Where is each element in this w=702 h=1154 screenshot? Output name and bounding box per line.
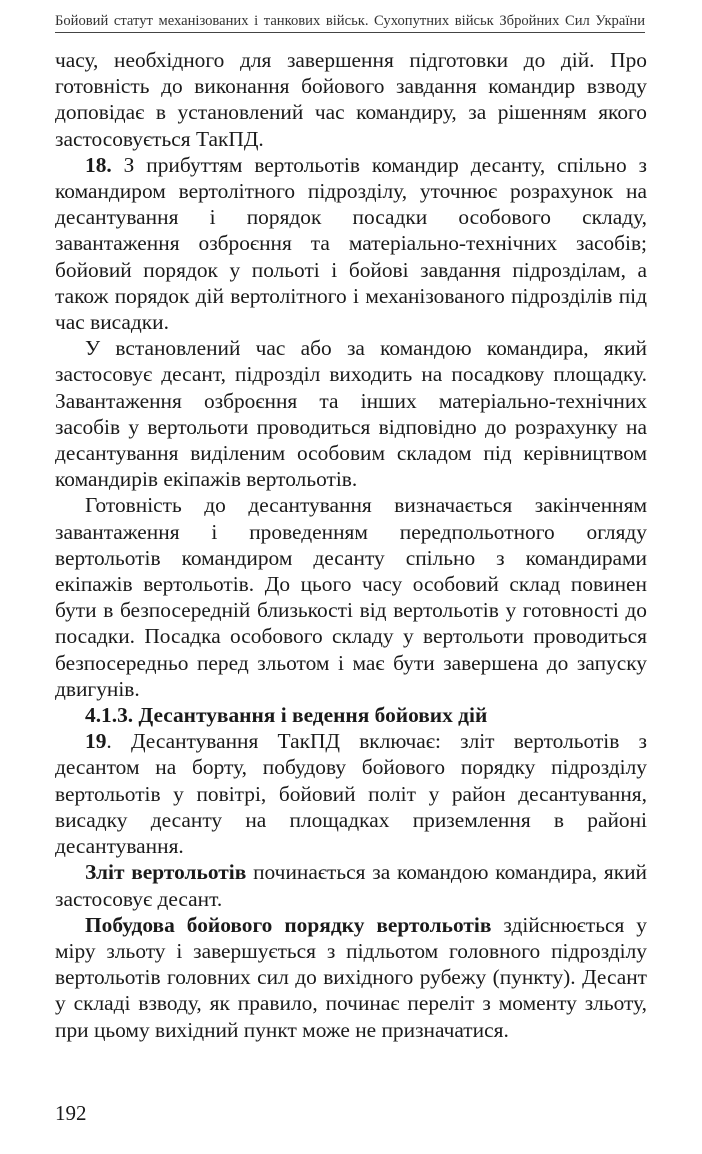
- paragraph-formation: [55, 912, 647, 1043]
- paragraph-number: 18.: [85, 152, 112, 177]
- paragraph-continued: часу, необхідного для завершення підготовки до дій. Про готовність до виконання бойового завдання командир взводу доповідає в установлений час командиру, за рішенням якого застосовується ТакПД.: [55, 48, 647, 151]
- paragraph-readiness: Готовність до десантування визначається закінченням завантаження і проведенням передпольотного огляду вертольотів командиром десанту спільно з командирами екіпажів вертольотів. До цього часу особовий склад повинен бути в безпосередній близькості від вертольотів у готовності до посадки. Посадка особового складу у вертольоти проводиться безпосередньо перед зльотом і має бути завершена до запуску двигунів.: [55, 493, 647, 701]
- paragraph-19: [55, 728, 647, 859]
- bold-term: Побудова бойового порядку вертольотів: [85, 912, 492, 937]
- paragraph-text: здійснюється у міру зльоту і завершується з підльотом головного підрозділу вертольотів головних сил до вихідного рубежу (пункту). Десант у складі взводу, як правило, починає переліт з моменту зльоту, при цьому вихідний пункт може не призначатися.: [55, 912, 647, 1042]
- page-number: 192: [55, 1101, 87, 1125]
- body-text: [55, 47, 647, 1043]
- paragraph-18: [55, 152, 647, 335]
- paragraph-text: З прибуттям вертольотів командир десанту, спільно з командиром вертолітного підрозділу, уточнює розрахунок на десантування і порядок посадки особового складу, завантаження озброєння та матеріально-технічних засобів; бойовий порядок у польоті і бойові завдання підрозділам, а також порядок дій вертолітного і механізованого підрозділів під час висадки.: [55, 152, 647, 335]
- bold-term: Зліт вертольотів: [85, 860, 247, 885]
- running-header: Бойовий статут механізованих і танкових військ. Сухопутних військ Збройних Сил України: [55, 13, 645, 29]
- paragraph-text: починається за командою командира, який застосовує десант.: [55, 860, 647, 911]
- paragraph-text: . Десантування ТакПД включає: зліт вертольотів з десантом на борту, побудову бойового порядку підрозділу вертольотів у повітрі, бойовий політ у район десантування, висадку десанту на площадках приземлення в районі десантування.: [55, 729, 647, 859]
- paragraph-takeoff: [55, 859, 647, 911]
- section-heading: 4.1.3. Десантування і ведення бойових дій: [85, 703, 488, 728]
- paragraph-number: 19: [85, 729, 107, 754]
- paragraph-loading: У встановлений час або за командою командира, який застосовує десант, підрозділ виходить на посадкову площадку. Завантаження озброєння та інших матеріально-технічних засобів у вертольоти проводиться відповідно до розрахунку на десантування виділеним особовим складом під керівництвом командирів екіпажів вертольотів.: [55, 336, 647, 492]
- header-divider: [55, 32, 645, 33]
